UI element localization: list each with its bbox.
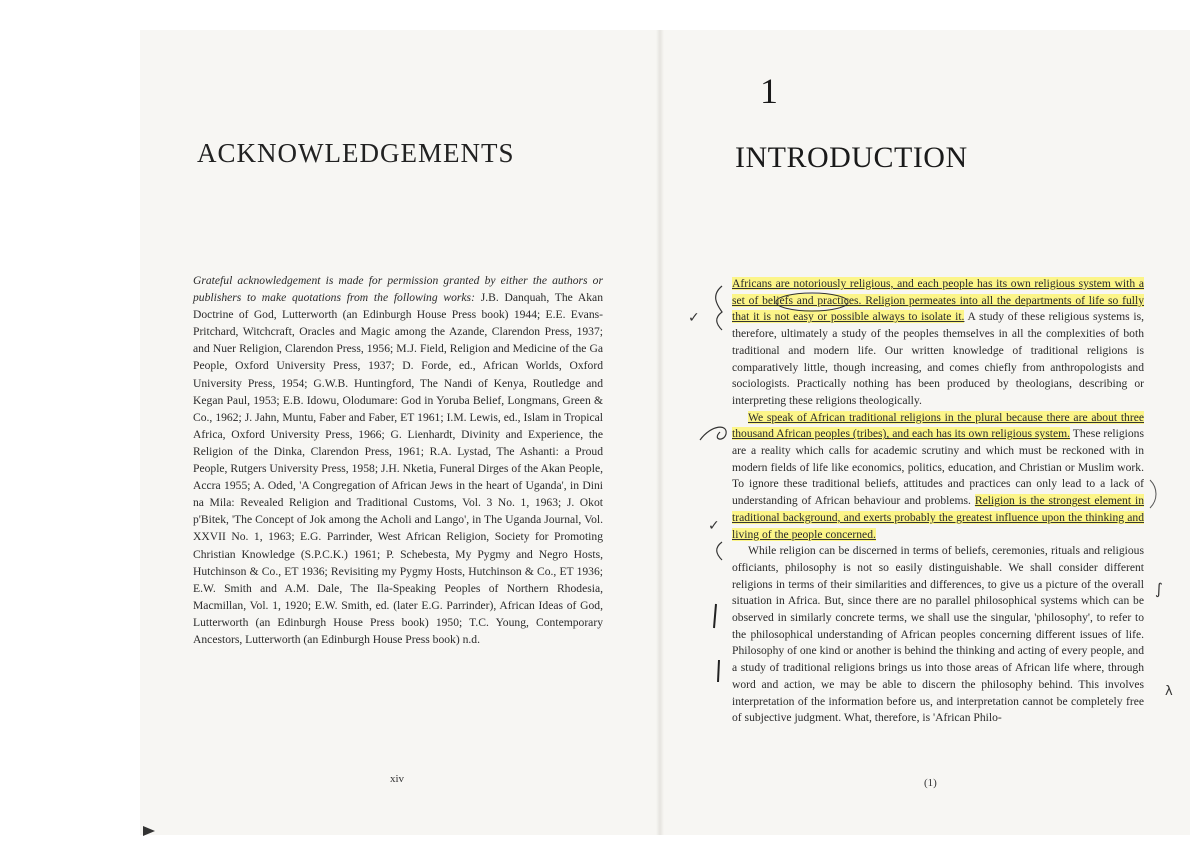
margin-check-icon: ✓ <box>688 310 700 326</box>
paragraph-1 <box>732 276 1144 410</box>
highlighted-passage-1: Africans are notoriously religious, and each people has its own religious system with a set of beliefs and practices. Religion permeates into all the departments of life so fully that it is not easy or possible always to isolate it. <box>732 277 1144 324</box>
paragraph-3: While religion can be discerned in terms of beliefs, ceremonies, rituals and religious officiants, philosophy is not so easily distinguishable. We shall consider different religions in terms of their similarities and differences, to give us a picture of the overall situation in Africa. But, since there are no parallel philosophical systems which can be observed in similarly concrete terms, we shall use the singular, 'philosophy', to refer to the philosophical understanding of African peoples concerning different issues of life. Philosophy of one kind or another is behind the thinking and acting of every people, and a study of traditional religions brings us into those areas of African life where, through word and action, we may be able to discern the philosophy behind. This involves interpretation of the information before us, and interpretation cannot be completely free of subjective judgment. What, therefore, is 'African Philo- <box>732 544 1144 725</box>
highlighted-passage-3: Religion is the strongest element in traditional background, and exerts probably the greatest influence upon the thinking and living of the people concerned. <box>732 494 1145 541</box>
chapter-number: 1 <box>760 71 778 111</box>
paragraph-2 <box>732 410 1144 544</box>
page-number-left: xiv <box>390 773 405 785</box>
corner-arrow-icon <box>143 826 155 836</box>
highlighted-passage-2: We speak of African traditional religions in the plural because there are about three thousand African peoples (tribes), and each has its own religious system. <box>732 410 1144 441</box>
scan-margin <box>0 0 140 849</box>
page-number-right: (1) <box>924 777 937 789</box>
introduction-body <box>732 276 1144 727</box>
acknowledgements-heading: ACKNOWLEDGEMENTS <box>197 138 515 168</box>
acknowledgements-body <box>193 272 603 648</box>
margin-mark-icon: ∫ <box>1155 580 1163 598</box>
introduction-heading: INTRODUCTION <box>735 141 968 174</box>
paragraph-1-rest: A study of these religious systems is, therefore, ultimately a study of the peoples themselves in all the complexities of both traditional and modern life. Our written knowledge of traditional religions is comparatively little, though increasing, and comes chiefly from anthropologists and sociologists. Practically nothing has been produced by theologians, describing or interpreting these religions theologically. <box>732 310 1144 407</box>
paragraph-2-middle: These religions are a reality which calls for academic scrutiny and which must be reckoned with in modern fields of life like economics, politics, education, and Christian or Muslim work. To ignore these traditional beliefs, attitudes and practices can only lead to a lack of understanding of African behaviour and problems. <box>732 427 1144 508</box>
acknowledgements-intro: Grateful acknowledgement is made for permission granted by either the authors or publishers to make quotations from the following works: <box>193 274 603 305</box>
book-gutter <box>656 30 664 835</box>
margin-check-icon: ✓ <box>708 518 720 534</box>
margin-scribble-icon: λ <box>1165 684 1173 699</box>
acknowledgements-references: J.B. Danquah, The Akan Doctrine of God, Lutterworth (an Edinburgh House Press book) 1944; E.E. Evans-Pritchard, Witchcraft, Oracles and Magic among the Azande, Clarendon Press, 1937; and Nuer Religion, Clarendon Press, 1956; M.J. Field, Religion and Medicine of the Ga People, Oxford University Press, 1937; D. Forde, ed., African Worlds, Oxford University Press, 1954; G.W.B. Huntingford, The Nandi of Kenya, Routledge and Kegan Paul, 1953; E.B. Idowu, Olodumare: God in Yoruba Belief, Longmans, Green & Co., 1962; J. Jahn, Muntu, Faber and Faber, ET 1961; I.M. Lewis, ed., Islam in Tropical Africa, Oxford University Press, 1966; G. Lienhardt, Divinity and Experience, the Religion of the Dinka, Clarendon Press, 1961; R.A. Lystad, The Ashanti: a Proud People, Rutgers University Press, 1958; J.H. Nketia, Funeral Dirges of the Akan People, Accra 1955; A. Oded, 'A Congregation of African Jews in the heart of Uganda', in Dini na Mila: Revealed Religion and Traditional Customs, Vol. 3 No. 1, 1963; J. Okot p'Bitek, 'The Concept of Jok among the Acholi and Lango', in The Uganda Journal, Vol. XXVII No. 1, 1963; E.G. Parrinder, West African Religion, Society for Promoting Christian Knowledge (S.P.C.K.) 1961; P. Schebesta, My Pygmy and Negro Hosts, Hutchinson & Co., ET 1936; Revisiting my Pygmy Hosts, Hutchinson & Co., ET 1936; E.W. Smith and A.M. Dale, The Ila-Speaking Peoples of Northern Rhodesia, Macmillan, Vol. 1, 1920; E.W. Smith, ed. (later E.G. Parrinder), African Ideas of God, Lutterworth (an Edinburgh House Press book) 1950; T.C. Young, Contemporary Ancestors, Lutterworth (an Edinburgh House Press book) n.d. <box>193 291 603 646</box>
